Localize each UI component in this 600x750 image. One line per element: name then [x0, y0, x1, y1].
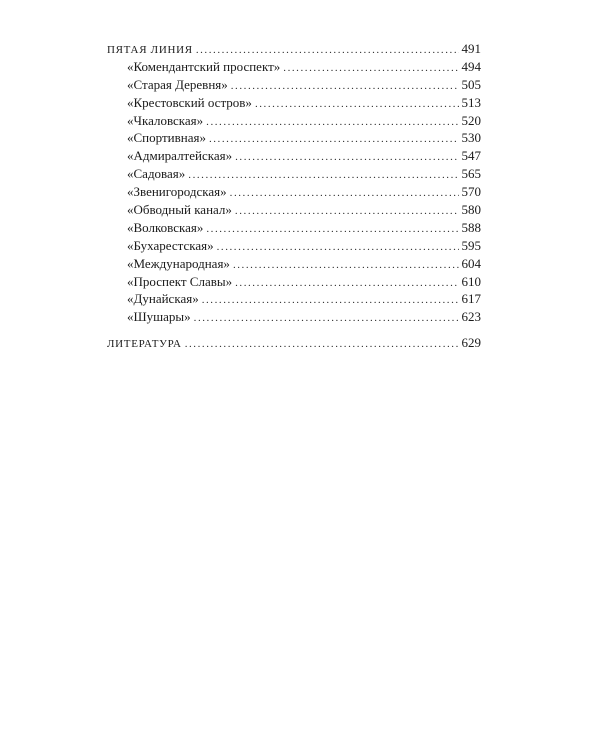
- dot-leader: [206, 114, 458, 132]
- toc-entry[interactable]: [107, 237, 481, 255]
- dot-leader: [206, 221, 458, 239]
- toc-entry-title: «Волковская»: [127, 219, 204, 235]
- toc-page-number: 629: [461, 335, 481, 351]
- toc-entry[interactable]: [107, 112, 481, 130]
- toc-page-number: 520: [461, 112, 481, 128]
- toc-entry[interactable]: [107, 76, 481, 94]
- toc-entry-title: «Адмиралтейская»: [127, 148, 233, 164]
- toc-entry-title: «Комендантский проспект»: [127, 58, 281, 74]
- toc-entry[interactable]: [107, 94, 481, 112]
- toc-page-number: 530: [461, 130, 481, 146]
- toc-entry[interactable]: [107, 147, 481, 165]
- toc-entry[interactable]: [107, 273, 481, 291]
- toc-page-number: 623: [461, 309, 481, 325]
- toc-entry-title: «Обводный канал»: [127, 202, 232, 218]
- toc-page-number: 580: [461, 202, 481, 218]
- toc-entry[interactable]: [107, 183, 481, 201]
- toc-entry-title: «Спортивная»: [127, 130, 206, 146]
- toc-heading-title: ЛИТЕРАТУРА: [107, 338, 182, 351]
- toc-page-number: 570: [461, 184, 481, 200]
- table-of-contents: [107, 40, 481, 352]
- dot-leader: [283, 60, 458, 78]
- toc-entry-title: «Звенигородская»: [127, 184, 227, 200]
- toc-entry-title: «Международная»: [127, 255, 230, 271]
- toc-entry-title: «Садовая»: [127, 166, 186, 182]
- toc-page-number: 547: [461, 148, 481, 164]
- toc-page-number: 491: [461, 41, 481, 56]
- dot-leader: [235, 275, 458, 293]
- dot-leader: [231, 78, 459, 96]
- dot-leader: [255, 96, 459, 114]
- toc-page-number: 588: [461, 219, 481, 235]
- toc-entry[interactable]: [107, 255, 481, 273]
- toc-entry[interactable]: [107, 308, 481, 326]
- toc-entry-title: «Бухарестская»: [127, 237, 214, 253]
- toc-entry-title: «Чкаловская»: [127, 112, 204, 128]
- toc-entry-title: «Шушары»: [127, 309, 191, 325]
- toc-heading-literature[interactable]: [107, 334, 481, 352]
- dot-leader: [185, 336, 459, 354]
- toc-entry[interactable]: [107, 219, 481, 237]
- toc-page-number: 604: [461, 255, 481, 271]
- toc-entry[interactable]: [107, 165, 481, 183]
- toc-page-number: 595: [461, 237, 481, 253]
- toc-page-number: 505: [461, 76, 481, 92]
- dot-leader: [209, 131, 459, 149]
- dot-leader: [235, 149, 458, 167]
- toc-page-number: 610: [461, 273, 481, 289]
- dot-leader: [188, 167, 458, 185]
- toc-heading-fifth-line[interactable]: [107, 40, 481, 58]
- toc-entry[interactable]: [107, 129, 481, 147]
- toc-entry-title: «Дунайская»: [127, 291, 199, 307]
- toc-page-number: 494: [461, 58, 481, 74]
- dot-leader: [194, 310, 459, 328]
- toc-page-number: 617: [461, 291, 481, 307]
- toc-entry[interactable]: [107, 290, 481, 308]
- toc-entry-title: «Проспект Славы»: [127, 273, 233, 289]
- toc-entry-title: «Крестовский остров»: [127, 94, 252, 110]
- dot-leader: [217, 239, 459, 257]
- toc-page-number: 513: [461, 94, 481, 110]
- dot-leader: [235, 203, 459, 221]
- toc-entry[interactable]: [107, 201, 481, 219]
- toc-entry-title: «Старая Деревня»: [127, 76, 228, 92]
- dot-leader: [202, 292, 459, 310]
- toc-heading-title: ПЯТАЯ ЛИНИЯ: [107, 44, 193, 56]
- toc-page-number: 565: [461, 166, 481, 182]
- dot-leader: [233, 257, 459, 275]
- toc-entry[interactable]: [107, 58, 481, 76]
- dot-leader: [230, 185, 459, 203]
